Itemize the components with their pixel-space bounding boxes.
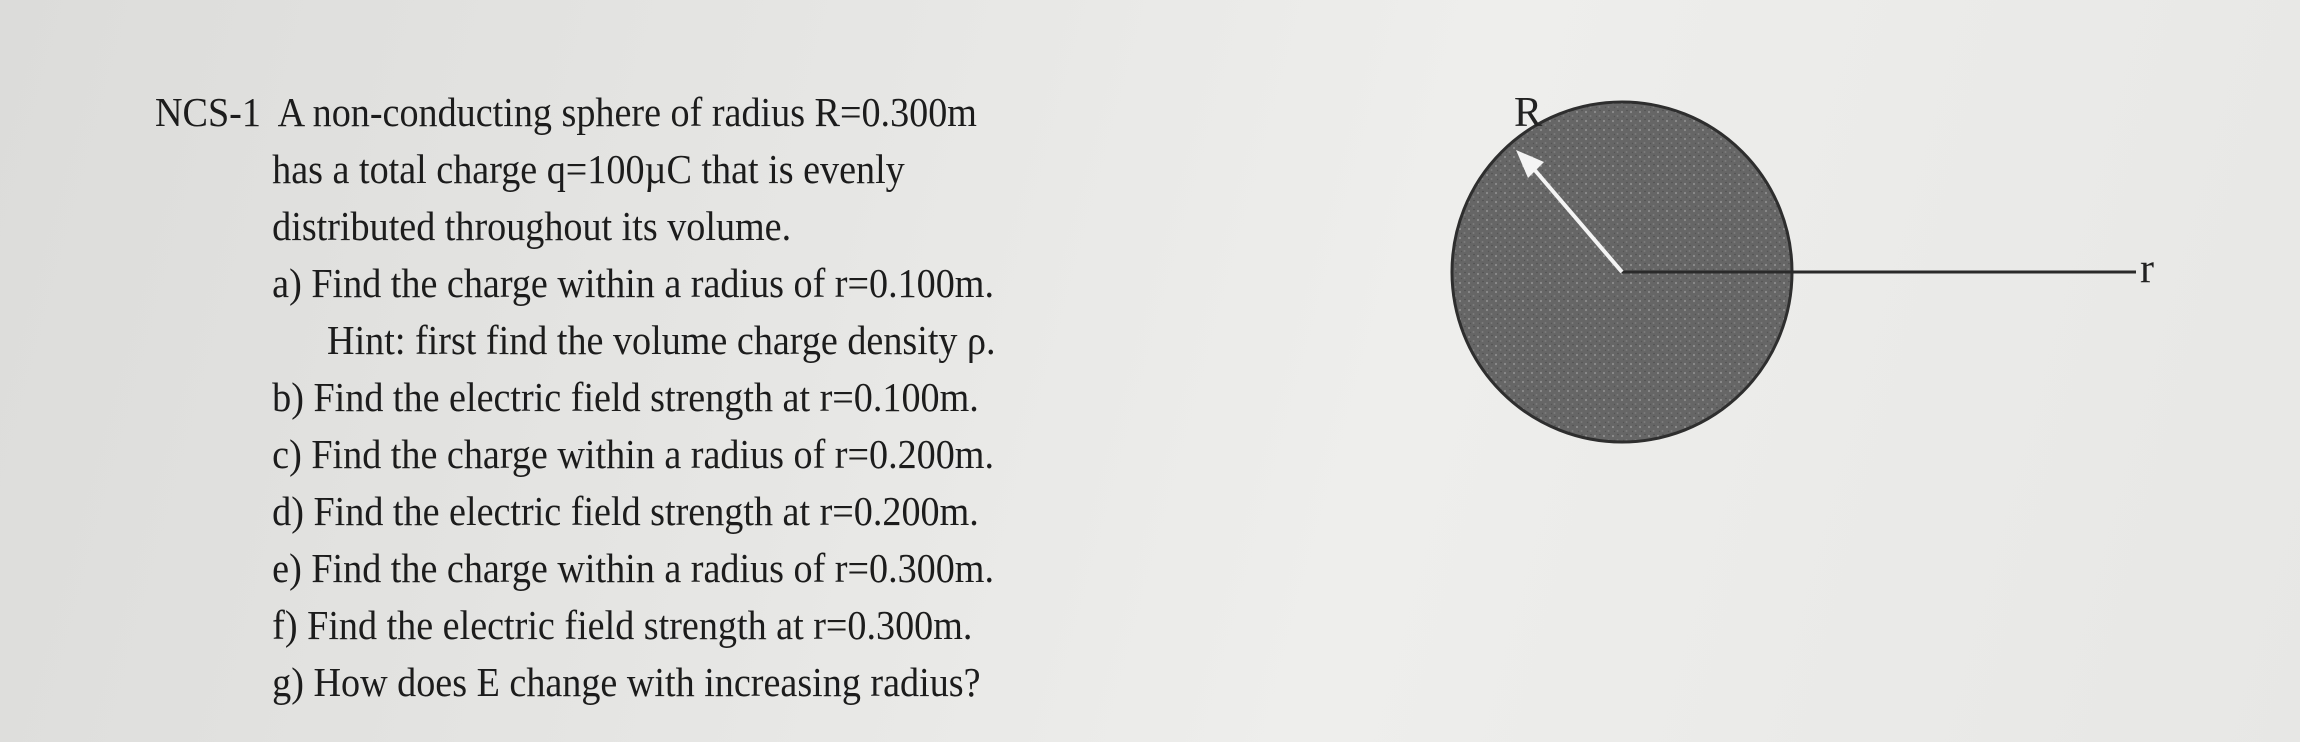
part-c: c) Find the charge within a radius of r=0.200m. — [272, 431, 994, 477]
radius-label: R — [1514, 90, 1543, 136]
part-a: a) Find the charge within a radius of r=0.100m. — [272, 260, 994, 306]
part-b: b) Find the electric field strength at r=0.100m. — [272, 374, 979, 420]
axis-label: r — [2140, 246, 2154, 292]
problem-stem-line-3: distributed throughout its volume. — [272, 203, 792, 249]
sphere-diagram — [1440, 82, 2200, 462]
part-f: f) Find the electric field strength at r=0.300m. — [272, 602, 973, 648]
problem-stem-line-2: has a total charge q=100µC that is evenly — [272, 146, 905, 192]
part-d: d) Find the electric field strength at r=0.200m. — [272, 488, 979, 534]
problem-header — [155, 84, 1178, 141]
part-e: e) Find the charge within a radius of r=0.300m. — [272, 545, 994, 591]
problem-stem-line-1: A non-conducting sphere of radius R=0.300m — [277, 89, 977, 135]
problem-id: NCS-1 — [155, 89, 261, 135]
sphere-diagram-svg — [1440, 82, 2200, 462]
problem-text — [155, 84, 1255, 711]
part-g: g) How does E change with increasing radius? — [272, 659, 981, 705]
hint: Hint: first find the volume charge density ρ. — [327, 317, 996, 363]
